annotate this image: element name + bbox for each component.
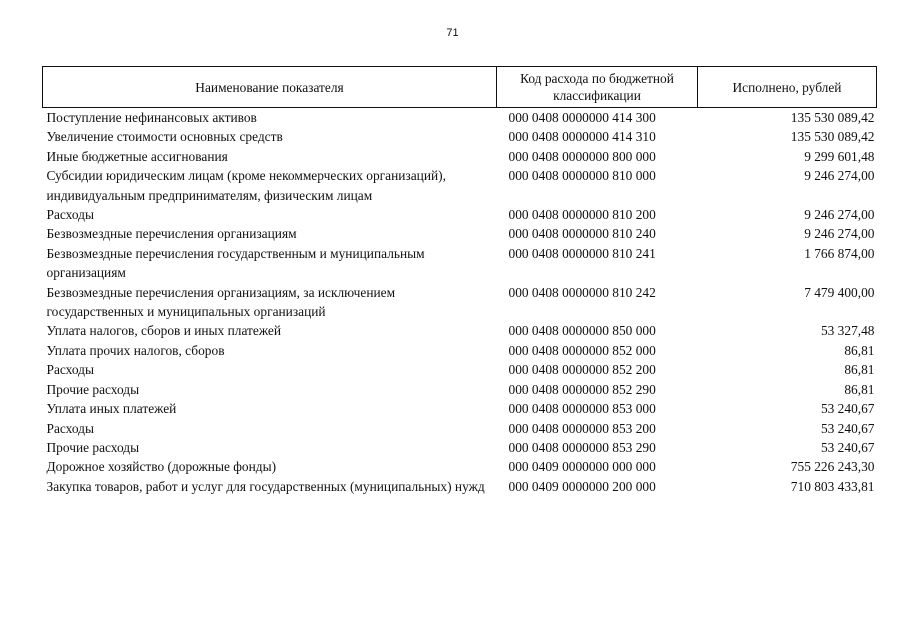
cell-code: 000 0408 0000000 850 000 xyxy=(508,323,656,339)
cell-code: 000 0408 0000000 852 200 xyxy=(508,362,656,378)
cell-amount: 710 803 433,81 xyxy=(790,478,875,494)
cell-name: Закупка товаров, работ и услуг для государственных (муниципальных) нужд xyxy=(46,478,485,494)
cell-name: Поступление нефинансовых активов xyxy=(46,110,257,125)
cell-name: Расходы xyxy=(46,362,94,378)
table-row xyxy=(43,108,877,128)
table-row xyxy=(43,360,877,379)
cell-amount: 9 299 601,48 xyxy=(804,148,875,164)
cell-code: 000 0409 0000000 000 000 xyxy=(508,459,656,475)
cell-code: 000 0408 0000000 810 000 xyxy=(508,168,656,184)
cell-code: 000 0408 0000000 800 000 xyxy=(508,148,656,164)
cell-code: 000 0408 0000000 853 290 xyxy=(508,439,656,455)
cell-code: 000 0408 0000000 810 241 xyxy=(508,245,656,261)
cell-name: Безвозмездные перечисления организациям xyxy=(46,226,297,242)
header-amount: Исполнено, рублей xyxy=(698,67,877,108)
table-header xyxy=(43,67,877,108)
table-row xyxy=(43,127,877,146)
table-row xyxy=(43,205,877,224)
page-number: 71 xyxy=(446,27,459,39)
cell-name: Дорожное хозяйство (дорожные фонды) xyxy=(46,459,277,475)
cell-name: Расходы xyxy=(46,420,94,436)
cell-code: 000 0408 0000000 810 200 xyxy=(508,207,656,223)
cell-name: Уплата прочих налогов, сборов xyxy=(46,342,225,358)
cell-name: Прочие расходы xyxy=(46,381,140,397)
table-row xyxy=(43,419,877,438)
table-row xyxy=(43,224,877,243)
cell-amount: 86,81 xyxy=(844,342,875,358)
cell-amount: 1 766 874,00 xyxy=(804,245,875,261)
cell-name: Прочие расходы xyxy=(46,439,140,455)
cell-code: 000 0408 0000000 810 240 xyxy=(508,226,656,242)
cell-amount: 9 246 274,00 xyxy=(804,168,875,184)
cell-amount: 7 479 400,00 xyxy=(804,284,875,300)
cell-code: 000 0408 0000000 414 310 xyxy=(508,129,656,145)
cell-amount: 135 530 089,42 xyxy=(790,110,875,125)
cell-name: Уплата налогов, сборов и иных платежей xyxy=(46,323,282,339)
cell-code: 000 0408 0000000 414 300 xyxy=(508,110,656,125)
table-row xyxy=(43,147,877,166)
table-row xyxy=(43,399,877,418)
table-row xyxy=(43,477,877,496)
expenditure-table xyxy=(42,66,877,496)
cell-amount: 53 240,67 xyxy=(820,439,875,455)
cell-amount: 53 327,48 xyxy=(820,323,875,339)
cell-code: 000 0408 0000000 853 200 xyxy=(508,420,656,436)
cell-amount: 86,81 xyxy=(844,381,875,397)
cell-amount: 755 226 243,30 xyxy=(790,459,875,475)
cell-amount: 53 240,67 xyxy=(820,420,875,436)
cell-name: Безвозмездные перечисления организациям, за исключением государственных и муниципальных организаций xyxy=(46,284,396,320)
cell-code: 000 0408 0000000 810 242 xyxy=(508,284,656,300)
cell-amount: 9 246 274,00 xyxy=(804,207,875,223)
cell-name: Уплата иных платежей xyxy=(46,401,177,417)
header-code: Код расхода по бюджетной классификации xyxy=(497,67,698,108)
cell-name: Увеличение стоимости основных средств xyxy=(46,129,283,145)
table-row xyxy=(43,244,877,283)
cell-code: 000 0408 0000000 853 000 xyxy=(508,401,656,417)
cell-code: 000 0409 0000000 200 000 xyxy=(508,478,656,494)
table-row xyxy=(43,321,877,340)
cell-code: 000 0408 0000000 852 000 xyxy=(508,342,656,358)
table-row xyxy=(43,380,877,399)
table-row xyxy=(43,457,877,476)
table-row xyxy=(43,341,877,360)
cell-name: Расходы xyxy=(46,207,94,223)
table-row xyxy=(43,438,877,457)
cell-code: 000 0408 0000000 852 290 xyxy=(508,381,656,397)
cell-amount: 86,81 xyxy=(844,362,875,378)
table-row xyxy=(43,166,877,205)
cell-amount: 53 240,67 xyxy=(820,401,875,417)
cell-amount: 9 246 274,00 xyxy=(804,226,875,242)
table-row xyxy=(43,283,877,322)
cell-name: Безвозмездные перечисления государственным и муниципальным организациям xyxy=(46,245,425,281)
table-body xyxy=(43,108,877,497)
header-name: Наименование показателя xyxy=(43,67,497,108)
cell-amount: 135 530 089,42 xyxy=(790,129,875,145)
cell-name: Иные бюджетные ассигнования xyxy=(46,148,228,164)
header-row xyxy=(43,67,877,108)
cell-name: Субсидии юридическим лицам (кроме некоммерческих организаций), индивидуальным предпринимателям, физическим лицам xyxy=(46,168,446,203)
